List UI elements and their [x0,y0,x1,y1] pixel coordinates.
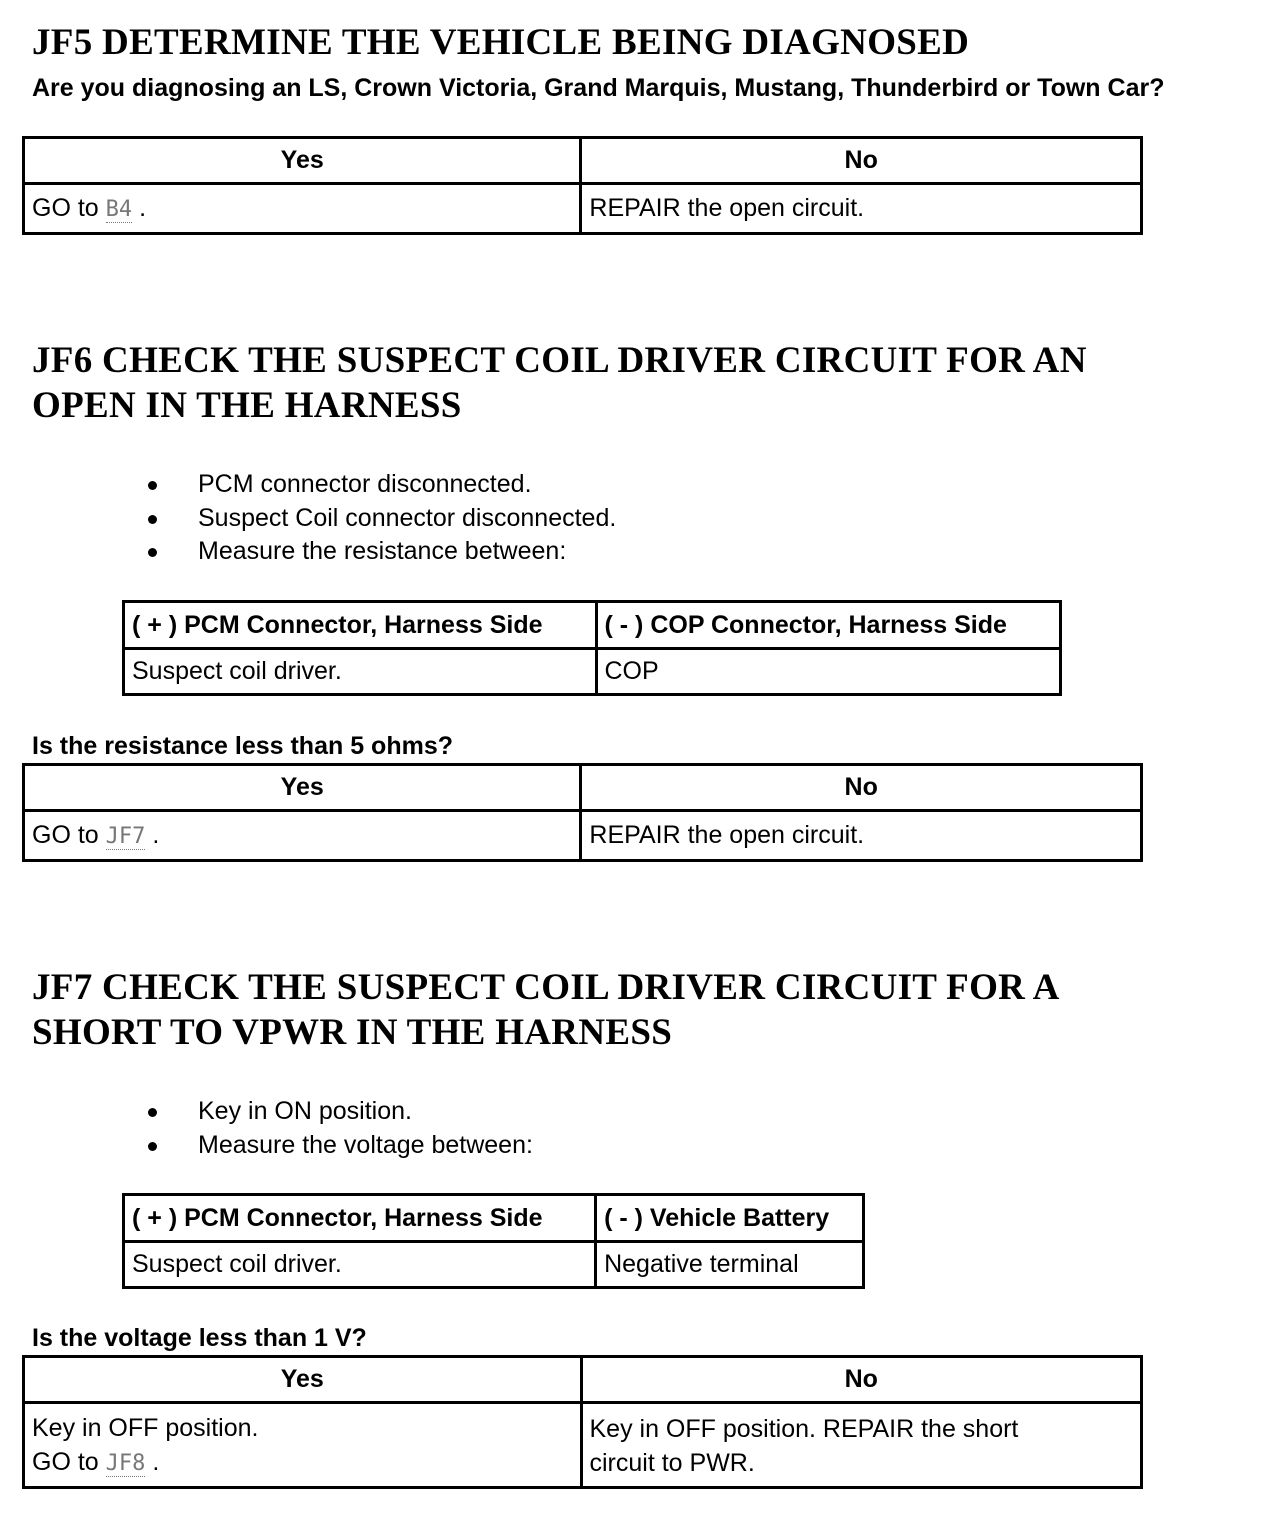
jf7-link[interactable]: JF7 [105,824,146,849]
yes-header: Yes [24,765,581,811]
step-text: Measure the voltage between: [198,1130,533,1159]
go-to-label: GO to [32,194,106,222]
no-line1: Key in OFF position. REPAIR the short [589,1415,1019,1443]
jf6-heading-line1: JF6 CHECK THE SUSPECT COIL DRIVER CIRCUIT FOR AN [32,340,1087,381]
jf5-question: Are you diagnosing an LS, Crown Victoria, Grand Marquis, Mustang, Thunderbird or Town Car? [32,74,1165,102]
list-item [148,468,616,502]
period: . [145,821,160,849]
step-text: PCM connector disconnected. [198,470,532,498]
bullet-icon [148,1108,157,1117]
yes-cell [24,811,581,861]
positive-lead-header: ( + ) PCM Connector, Harness Side [124,602,597,649]
jf6-measure-table [122,600,1062,696]
jf5-heading: JF5 DETERMINE THE VEHICLE BEING DIAGNOSED [32,22,970,63]
step-text: Key in ON position. [198,1097,412,1125]
jf7-question: Is the voltage less than 1 V? [32,1324,367,1352]
no-cell: REPAIR the open circuit. [581,811,1142,861]
jf7-result-table [22,1355,1143,1489]
jf7-steps [148,1095,533,1162]
period: . [132,194,147,222]
no-header: No [581,138,1142,184]
jf6-question: Is the resistance less than 5 ohms? [32,732,453,760]
yes-cell [24,1403,582,1488]
yes-cell [24,184,581,234]
negative-lead-value: COP [596,649,1061,695]
jf6-heading-line2: OPEN IN THE HARNESS [32,385,462,426]
negative-lead-header: ( - ) COP Connector, Harness Side [596,602,1061,649]
b4-link[interactable]: B4 [105,197,133,222]
jf6-result-table [22,763,1143,862]
yes-line1: Key in OFF position. [32,1414,259,1442]
bullet-icon [148,515,157,524]
list-item [148,1129,533,1163]
yes-header: Yes [24,1357,582,1403]
jf7-heading-line2: SHORT TO VPWR IN THE HARNESS [32,1012,673,1053]
step-text: Suspect Coil connector disconnected. [198,503,617,532]
period: . [145,1448,160,1476]
jf7-heading [32,965,1060,1055]
list-item [148,535,616,569]
bullet-icon [148,481,157,490]
negative-lead-header: ( - ) Vehicle Battery [596,1195,864,1242]
no-cell [581,1403,1142,1488]
jf6-heading [32,338,1087,428]
jf7-heading-line1: JF7 CHECK THE SUSPECT COIL DRIVER CIRCUIT FOR A [32,967,1060,1008]
yes-header: Yes [24,138,581,184]
bullet-icon [148,548,157,557]
no-header: No [581,1357,1142,1403]
no-line2: circuit to PWR. [589,1449,755,1477]
jf8-link[interactable]: JF8 [105,1451,146,1476]
negative-lead-value: Negative terminal [596,1242,864,1288]
list-item [148,1095,533,1129]
go-to-label: GO to [32,1448,106,1476]
positive-lead-value: Suspect coil driver. [124,1242,596,1288]
no-header: No [581,765,1142,811]
positive-lead-value: Suspect coil driver. [124,649,597,695]
go-to-label: GO to [32,821,106,849]
jf7-measure-table [122,1193,865,1289]
step-text: Measure the resistance between: [198,537,567,565]
positive-lead-header: ( + ) PCM Connector, Harness Side [124,1195,596,1242]
jf6-steps [148,468,616,569]
list-item [148,502,616,536]
jf5-result-table [22,136,1143,235]
bullet-icon [148,1142,157,1151]
no-cell: REPAIR the open circuit. [581,184,1142,234]
